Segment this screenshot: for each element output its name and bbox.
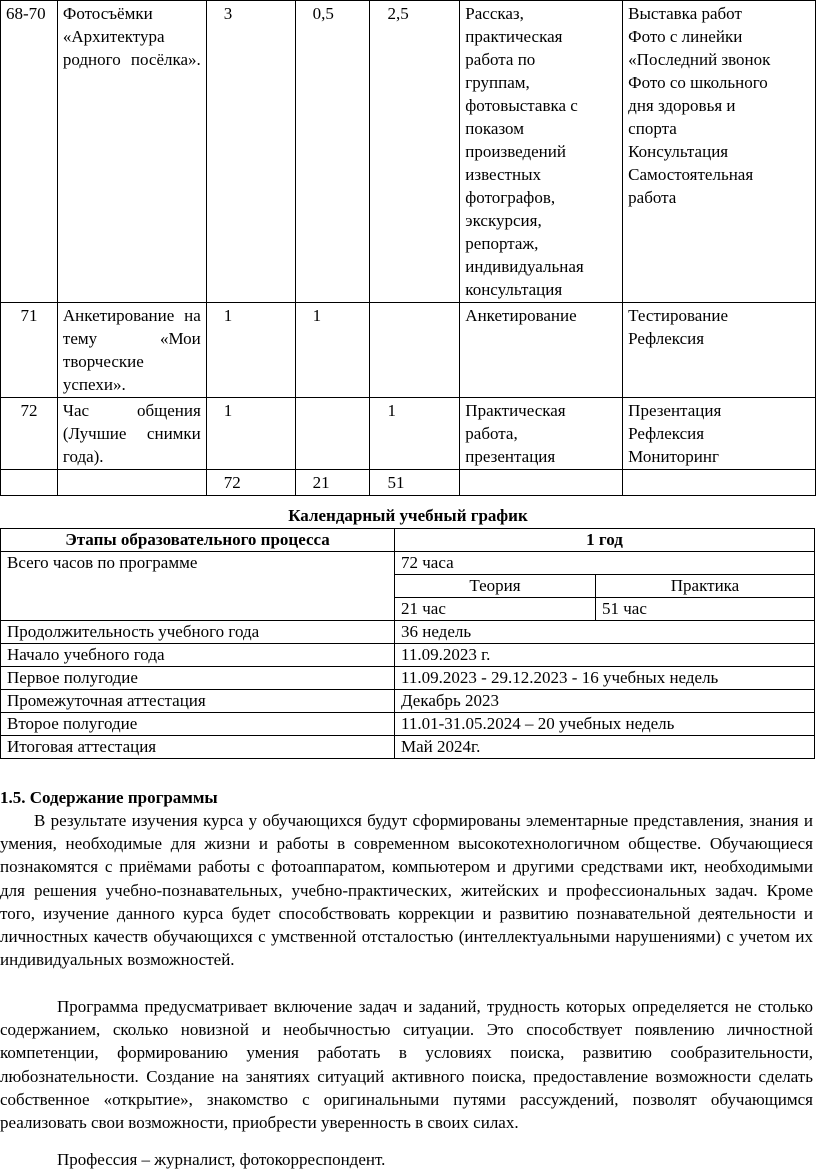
form-line: фотографов, <box>465 188 556 207</box>
calendar-row-value: Декабрь 2023 <box>395 690 815 713</box>
form-line: практическая <box>465 27 563 46</box>
form-line: экскурсия, <box>465 211 542 230</box>
row-number: 72 <box>1 398 58 470</box>
row-control <box>623 1 816 303</box>
plan-totals-row <box>1 470 816 496</box>
calendar-row-label: Промежуточная аттестация <box>1 690 395 713</box>
row-number: 68-70 <box>1 1 58 303</box>
calendar-row-value: 11.09.2023 - 29.12.2023 - 16 учебных недель <box>395 667 815 690</box>
form-line: работа, <box>465 424 518 443</box>
calendar-row-value: 36 недель <box>395 621 815 644</box>
row-control <box>623 398 816 470</box>
row-topic: Фотосъёмки «Архитектура родного посёлка». <box>57 1 206 303</box>
calendar-row-label: Первое полугодие <box>1 667 395 690</box>
calendar-row-value: Май 2024г. <box>395 736 815 759</box>
theory-label: Теория <box>395 575 596 598</box>
theory-value: 21 час <box>395 598 596 621</box>
calendar-row-label: Продолжительность учебного года <box>1 621 395 644</box>
form-line: показом <box>465 119 524 138</box>
form-line: Анкетирование <box>465 306 577 325</box>
row-practice-hours: 2,5 <box>370 1 460 303</box>
form-line: индивидуальная <box>465 257 584 276</box>
calendar-row <box>1 621 815 644</box>
form-line: Практическая <box>465 401 566 420</box>
calendar-row <box>1 644 815 667</box>
calendar-table <box>0 528 815 759</box>
control-line: работа <box>628 188 677 207</box>
calendar-row <box>1 667 815 690</box>
row-form <box>460 1 623 303</box>
plan-total-hours: 72 <box>206 470 295 496</box>
control-line: Рефлексия <box>628 329 705 348</box>
form-line: репортаж, <box>465 234 539 253</box>
control-line: «Последний звонок <box>628 50 771 69</box>
practice-value: 51 час <box>596 598 815 621</box>
control-line: Самостоятельная <box>628 165 754 184</box>
row-number: 71 <box>1 303 58 398</box>
plan-total-practice: 51 <box>370 470 460 496</box>
form-line: известных <box>465 165 541 184</box>
row-total-hours: 3 <box>206 1 295 303</box>
control-line: Тестирование <box>628 306 729 325</box>
row-practice-hours: 1 <box>370 398 460 470</box>
control-line: дня здоровья и <box>628 96 736 115</box>
row-form <box>460 303 623 398</box>
row-topic: Час общения (Лучшие снимки года). <box>57 398 206 470</box>
plan-row <box>1 398 816 470</box>
row-theory-hours: 0,5 <box>295 1 370 303</box>
form-line: фотовыставка с <box>465 96 578 115</box>
row-control <box>623 303 816 398</box>
plan-total-theory: 21 <box>295 470 370 496</box>
control-line: Консультация <box>628 142 729 161</box>
control-line: Мониторинг <box>628 447 719 466</box>
row-theory-hours <box>295 398 370 470</box>
control-line: Фото со школьного <box>628 73 768 92</box>
paragraph: Профессия – журналист, фотокорреспондент. <box>57 1150 386 1169</box>
calendar-title: Календарный учебный график <box>288 506 528 525</box>
row-practice-hours <box>370 303 460 398</box>
plan-row <box>1 1 816 303</box>
calendar-row-label: Второе полугодие <box>1 713 395 736</box>
row-topic: Анкетирование на тему «Мои творческие успехи». <box>57 303 206 398</box>
calendar-row-label: Начало учебного года <box>1 644 395 667</box>
row-total-hours: 1 <box>206 303 295 398</box>
control-line: Рефлексия <box>628 424 705 443</box>
calendar-row-value: 11.01-31.05.2024 – 20 учебных недель <box>395 713 815 736</box>
plan-row <box>1 303 816 398</box>
form-line: консультация <box>465 280 563 299</box>
control-line: Выставка работ <box>628 4 742 23</box>
row-form <box>460 398 623 470</box>
practice-label: Практика <box>596 575 815 598</box>
calendar-row-value: 11.09.2023 г. <box>395 644 815 667</box>
calendar-row <box>1 552 815 575</box>
form-line: работа по <box>465 50 536 69</box>
control-line: Презентация <box>628 401 722 420</box>
header-stage: Этапы образовательного процесса <box>1 529 395 552</box>
control-line: спорта <box>628 119 677 138</box>
form-line: презентация <box>465 447 556 466</box>
total-hours-value: 72 часа <box>395 552 815 575</box>
control-line: Фото с линейки <box>628 27 743 46</box>
form-line: произведений <box>465 142 566 161</box>
calendar-row-label: Итоговая аттестация <box>1 736 395 759</box>
form-line: группам, <box>465 73 530 92</box>
calendar-header-row <box>1 529 815 552</box>
row-total-hours: 1 <box>206 398 295 470</box>
calendar-row <box>1 690 815 713</box>
section-heading: 1.5. Содержание программы <box>0 788 218 807</box>
plan-table <box>0 0 816 496</box>
row-theory-hours: 1 <box>295 303 370 398</box>
calendar-row <box>1 713 815 736</box>
paragraph: Программа предусматривает включение задач и заданий, трудность которых определяется не столько содержанием, сколько новизной и необычностью ситуации. Это способствует появлению личностной компетенции, формированию умения работать в условиях поиска, развитию сообразительности, любознательности. Создание на занятиях ситуаций активного поиска, предоставление возможности сделать собственное «открытие», знакомство с оригинальными путями рассуждений, позволят обучающимся реализовать свои возможности, приобрести уверенность в своих силах. <box>0 997 813 1133</box>
form-line: Рассказ, <box>465 4 524 23</box>
paragraph: В результате изучения курса у обучающихся будут сформированы элементарные представления, знания и умения, необходимые для жизни и работы в современном высокотехнологичном обществе. Обучающиеся познакомятся с приёмами работы с фотоаппаратом, компьютером и другими средствами икт, необходимыми для решения учебно-познавательных, учебно-практических, житейских и профессиональных задач. Кроме того, изучение данного курса будет способствовать коррекции и развитию познавательной деятельности и личностных качеств обучающихся с умственной отсталостью (интеллектуальными нарушениями) с учетом их индивидуальных возможностей. <box>0 811 813 970</box>
calendar-row <box>1 736 815 759</box>
total-hours-label: Всего часов по программе <box>1 552 395 621</box>
header-year: 1 год <box>395 529 815 552</box>
